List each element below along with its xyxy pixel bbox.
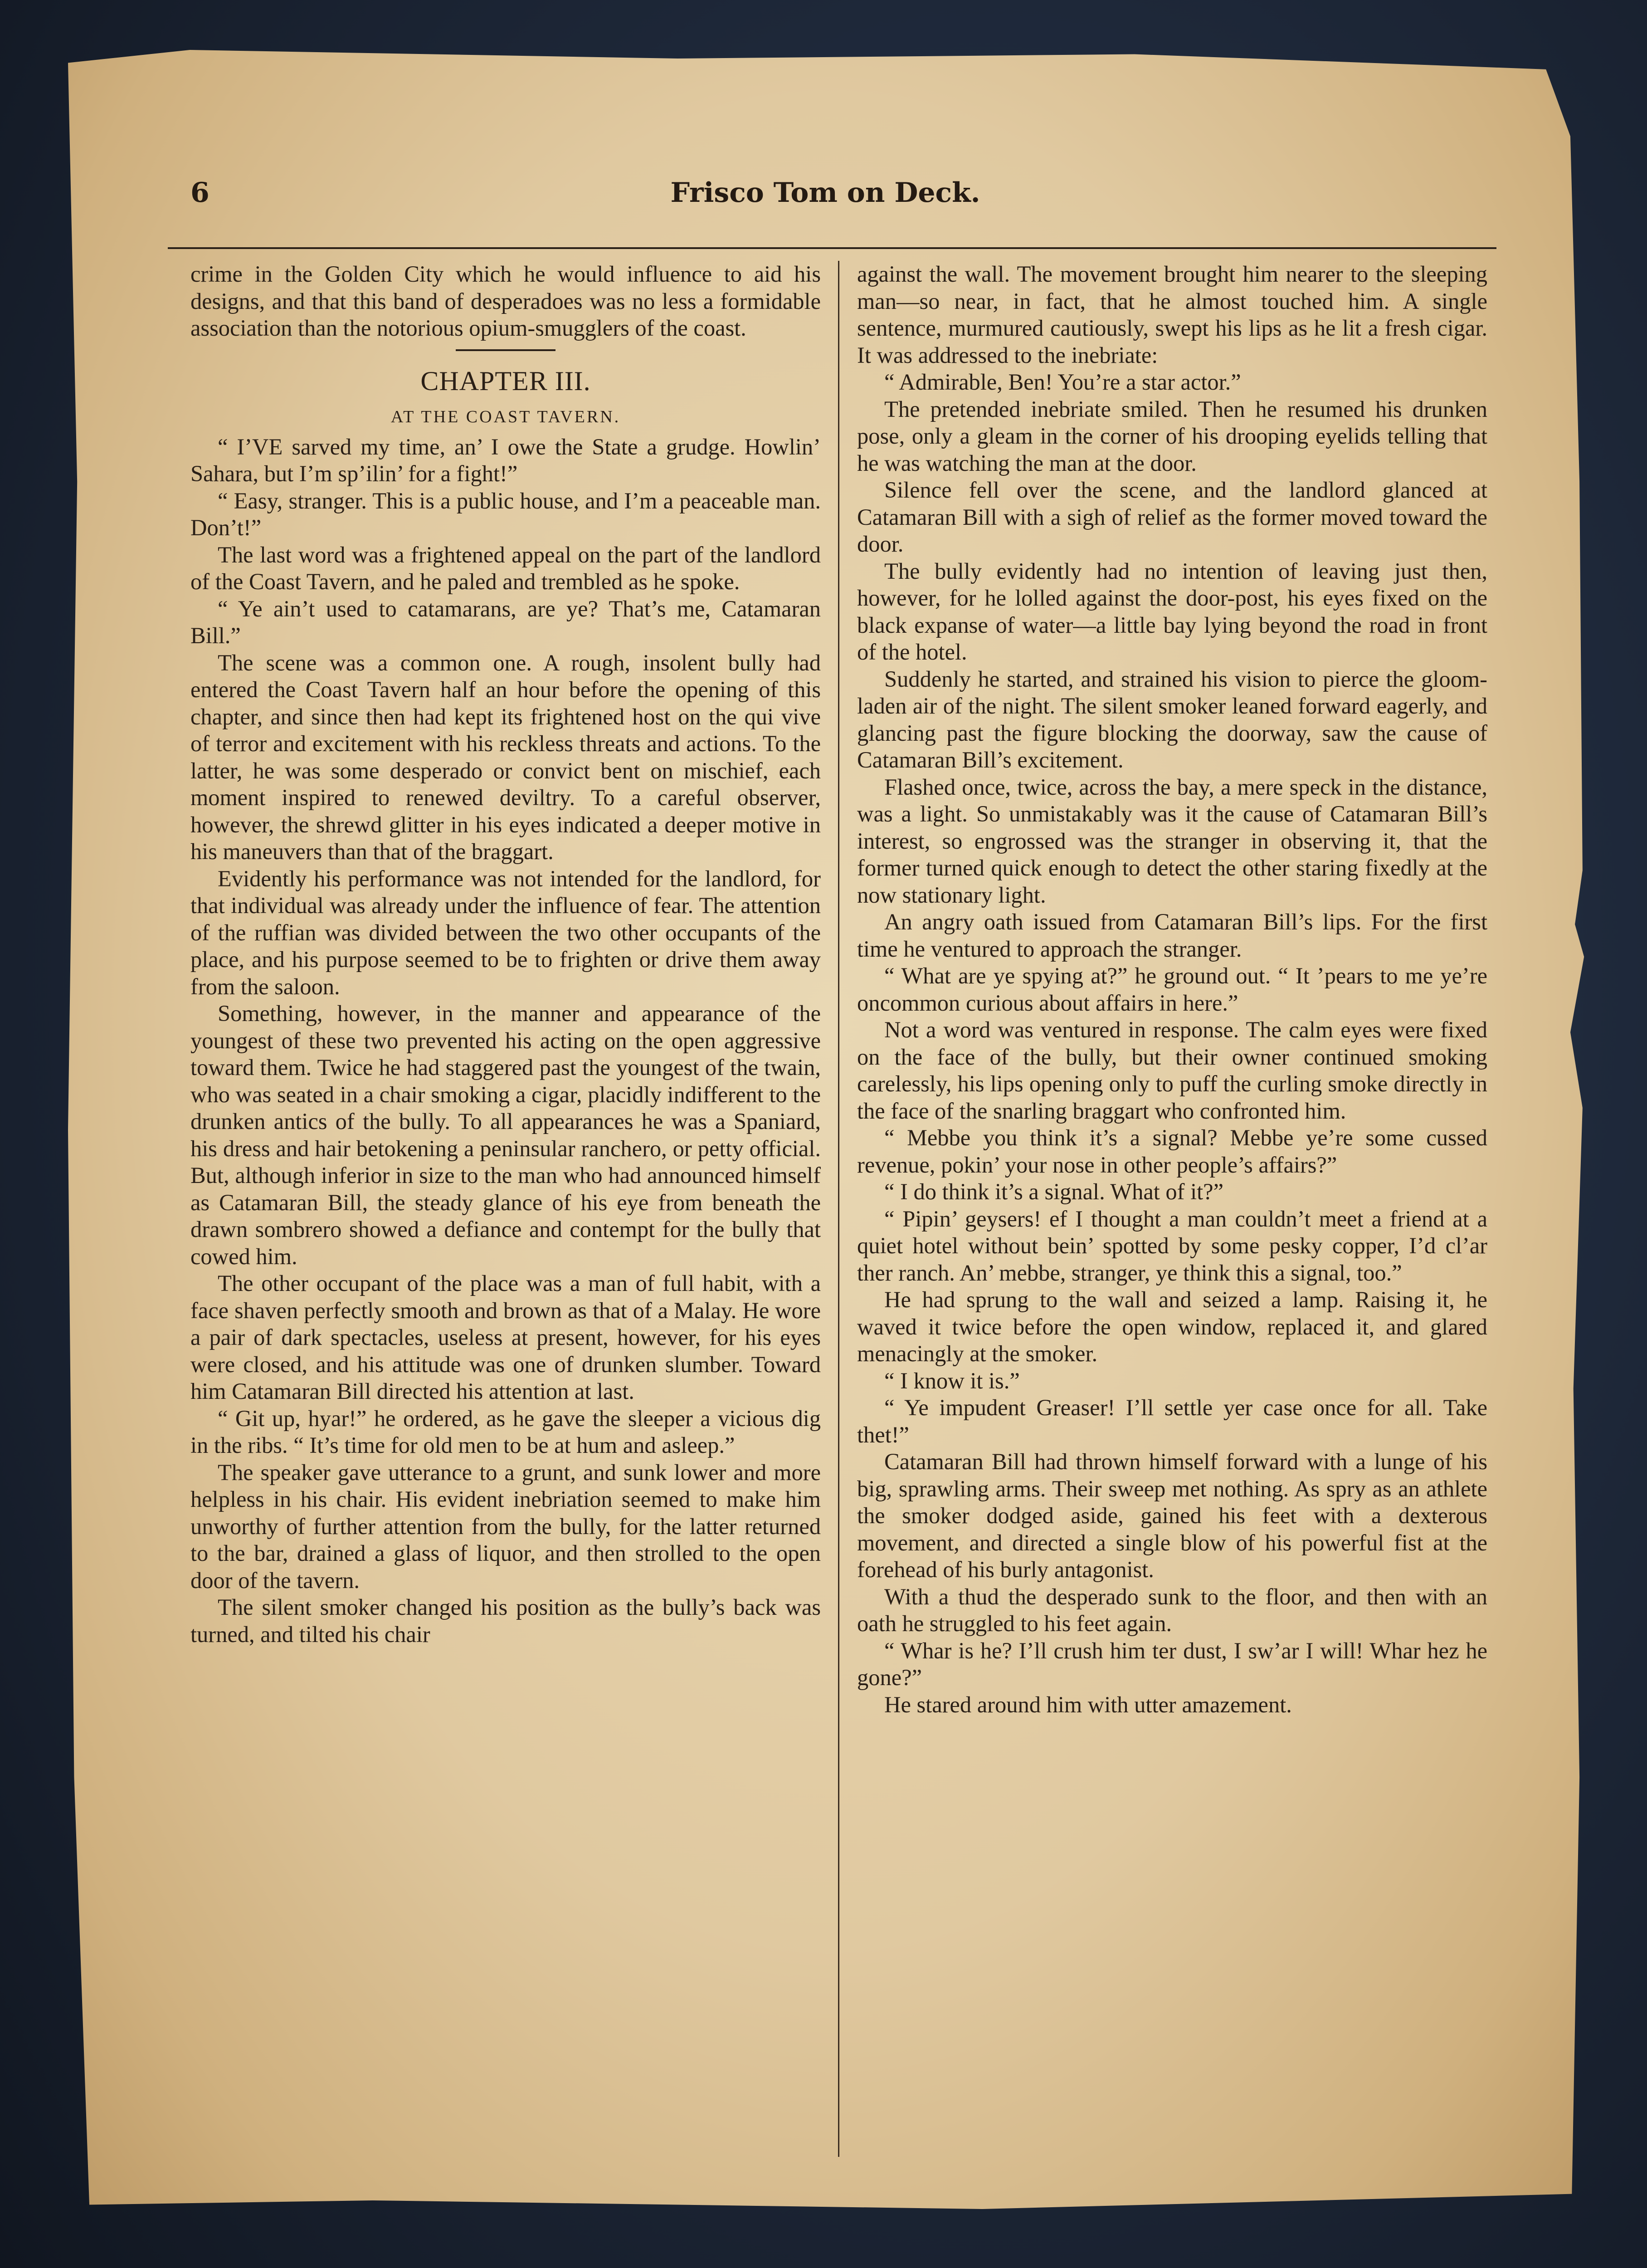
paragraph: “ Admirable, Ben! You’re a star actor.” <box>884 369 1241 395</box>
paragraph: Silence fell over the scene, and the landlord glanced at Catamaran Bill with a sigh of relief as the former moved toward the door. <box>857 477 1487 557</box>
paragraph: The last word was a frightened appeal on the part of the landlord of the Coast Tavern, and he paled and trembled as he spoke. <box>190 542 821 594</box>
paragraph: He stared around him with utter amazement. <box>884 1691 1292 1717</box>
paragraph: “ Ye impudent Greaser! I’ll settle yer case once for all. Take thet!” <box>857 1395 1487 1447</box>
paragraph: The other occupant of the place was a man of full habit, with a face shaven perfectly smooth and brown as that of a Malay. He wore a pair of dark spectacles, useless at present, however, for his eyes were closed, and his attitude was one of drunken slumber. Toward him Catamaran Bill directed his attention at last. <box>190 1271 821 1404</box>
paragraph: “ Easy, stranger. This is a public house, and I’m a peaceable man. Don’t!” <box>190 488 821 540</box>
paragraph: “ I do think it’s a signal. What of it?” <box>884 1179 1223 1204</box>
paragraph: “ Mebbe you think it’s a signal? Mebbe ye’re some cussed revenue, pokin’ your nose in other people’s affairs?” <box>857 1125 1487 1178</box>
paragraph: The bully evidently had no intention of leaving just then, however, for he lolled against the door-post, his eyes fixed on the black expanse of water—a little bay lying beyond the road in front of the hotel. <box>857 558 1487 665</box>
paragraph: “ Ye ain’t used to catamarans, are ye? That’s me, Catamaran Bill.” <box>190 596 821 648</box>
chapter-subheading: AT THE COAST TAVERN. <box>390 407 621 426</box>
paragraph: “ I’VE sarved my time, an’ I owe the State a grudge. Howlin’ Sahara, but I’m sp’ilin’ for a fight!” <box>190 434 821 486</box>
left-column <box>190 261 821 2166</box>
paragraph: Something, however, in the manner and appearance of the youngest of these two prevented his acting on the open aggressive toward them. Twice he had staggered past the youngest of the twain, who was seated in a chair smoking a cigar, placidly indifferent to the drunken antics of the bully. To all appearances he was a Spaniard, his dress and hair betokening a peninsular ranchero, or petty official. But, although inferior in size to the man who had announced himself as Catamaran Bill, the steady glance of his eye from beneath the drawn sombrero showed a defiance and contempt for the bully that cowed him. <box>190 1001 821 1269</box>
paragraph: With a thud the desperado sunk to the floor, and then with an oath he struggled to his feet again. <box>857 1584 1487 1636</box>
paragraph: crime in the Golden City which he would influence to aid his designs, and that this band of desperadoes was no less a formidable association than the notorious opium-smugglers of the coast. <box>190 261 821 341</box>
header-rule <box>168 247 1496 249</box>
paragraph: Not a word was ventured in response. The calm eyes were fixed on the face of the bully, but their owner continued smoking carelessly, his lips opening only to puff the curling smoke directly in the face of the snarling braggart who confronted him. <box>857 1017 1487 1124</box>
paragraph: The silent smoker changed his position as the bully’s back was turned, and tilted his chair <box>190 1594 821 1647</box>
right-column <box>857 261 1487 2166</box>
running-title: Frisco Tom on Deck. <box>670 177 980 209</box>
paragraph: against the wall. The movement brought him nearer to the sleeping man—so near, in fact, that he almost touched him. A single sentence, murmured cautiously, swept his lips as he lit a fresh cigar. It was addressed to the inebriate: <box>857 261 1487 368</box>
page-number: 6 <box>190 177 210 209</box>
page-header <box>118 177 1487 231</box>
section-divider <box>456 349 555 351</box>
paragraph: Suddenly he started, and strained his vision to pierce the gloom-laden air of the night. The silent smoker leaned forward eagerly, and glancing past the figure blocking the doorway, saw the cause of Catamaran Bill’s excitement. <box>857 666 1487 772</box>
paragraph: Flashed once, twice, across the bay, a mere speck in the distance, was a light. So unmistakably was it the cause of Catamaran Bill’s interest, so engrossed was the stranger in observing it, that the former turned quick enough to detect the other staring fixedly at the now stationary light. <box>857 774 1487 908</box>
chapter-heading: CHAPTER III. <box>420 366 591 396</box>
paragraph: The pretended inebriate smiled. Then he resumed his drunken pose, only a gleam in the corner of his drooping eyelids telling that he was watching the man at the door. <box>857 396 1487 476</box>
paragraph: He had sprung to the wall and seized a lamp. Raising it, he waved it twice before the open window, replaced it, and glared menacingly at the smoker. <box>857 1287 1487 1366</box>
column-divider <box>838 261 839 2157</box>
paragraph: “ I know it is.” <box>884 1368 1020 1393</box>
paragraph: An angry oath issued from Catamaran Bill’s lips. For the first time he ventured to approach the stranger. <box>857 909 1487 962</box>
paragraph: “ What are ye spying at?” he ground out. “ It ’pears to me ye’re oncommon curious about affairs in here.” <box>857 963 1487 1016</box>
paragraph: Evidently his performance was not intended for the landlord, for that individual was already under the influence of fear. The attention of the ruffian was divided between the two other occupants of the place, and his purpose seemed to be to frighten or drive them away from the saloon. <box>190 865 821 999</box>
paragraph: The speaker gave utterance to a grunt, and sunk lower and more helpless in his chair. His evident inebriation seemed to make him unworthy of further attention from the bully, for the latter returned to the bar, drained a glass of liquor, and then strolled to the open door of the tavern. <box>190 1459 821 1593</box>
paragraph: “ Git up, hyar!” he ordered, as he gave the sleeper a vicious dig in the ribs. “ It’s time for old men to be at hum and asleep.” <box>190 1405 821 1458</box>
paragraph: Catamaran Bill had thrown himself forward with a lunge of his big, sprawling arms. Their sweep met nothing. As spry as an athlete the smoker dodged aside, gained his feet with a dexterous movement, and directed a single blow of his powerful fist at the forehead of his burly antagonist. <box>857 1449 1487 1582</box>
paragraph: “ Pipin’ geysers! ef I thought a man couldn’t meet a friend at a quiet hotel without bein’ spotted by some pesky copper, I’d cl’ar ther ranch. An’ mebbe, stranger, ye think this a signal, too.” <box>857 1206 1487 1286</box>
paragraph: The scene was a common one. A rough, insolent bully had entered the Coast Tavern half an hour before the opening of this chapter, and since then had kept its frightened host on the qui vive of terror and excitement with his reckless threats and actions. To the latter, he was some desperado or convict bent on mischief, each moment inspired to renewed deviltry. To a careful observer, however, the shrewd glitter in his eyes indicated a deeper motive in his maneuvers than that of the braggart. <box>190 650 821 864</box>
paragraph: “ Whar is he? I’ll crush him ter dust, I sw’ar I will! Whar hez he gone?” <box>857 1637 1487 1690</box>
